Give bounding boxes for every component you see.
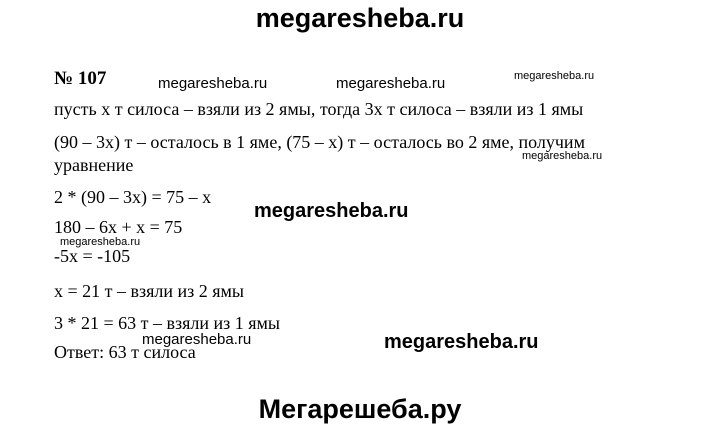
equation-line: 180 – 6х + х = 75 <box>54 217 183 237</box>
watermark-inline: megaresheba.ru <box>384 331 539 353</box>
watermark-inline: megaresheba.ru <box>514 70 595 82</box>
problem-number: № 107 <box>54 68 107 89</box>
equation-line: -5х = -105 <box>54 246 131 266</box>
solution-line: пусть х т силоса – взяли из 2 ямы, тогда 3х т силоса – взяли из 1 ямы <box>54 99 584 119</box>
equation-line: 2 * (90 – 3х) = 75 – х <box>54 187 212 207</box>
site-watermark-header: megaresheba.ru <box>255 3 465 33</box>
solution-line: 3 * 21 = 63 т – взяли из 1 ямы <box>54 313 281 333</box>
watermark-inline: megaresheba.ru <box>522 150 603 162</box>
watermark-inline: megaresheba.ru <box>142 331 252 348</box>
solution-line: (90 – 3х) т – осталось в 1 яме, (75 – х) т – осталось во 2 яме, получим <box>54 132 585 152</box>
site-watermark-footer: Мегарешеба.ру <box>258 394 462 424</box>
solution-line: х = 21 т – взяли из 2 ямы <box>54 281 245 301</box>
watermark-inline: megaresheba.ru <box>336 75 446 92</box>
watermark-inline: megaresheba.ru <box>60 236 141 248</box>
answer-line: Ответ: 63 т силоса <box>54 342 196 362</box>
watermark-inline: megaresheba.ru <box>158 75 268 92</box>
solution-line: уравнение <box>54 155 134 175</box>
watermark-inline: megaresheba.ru <box>254 200 409 222</box>
